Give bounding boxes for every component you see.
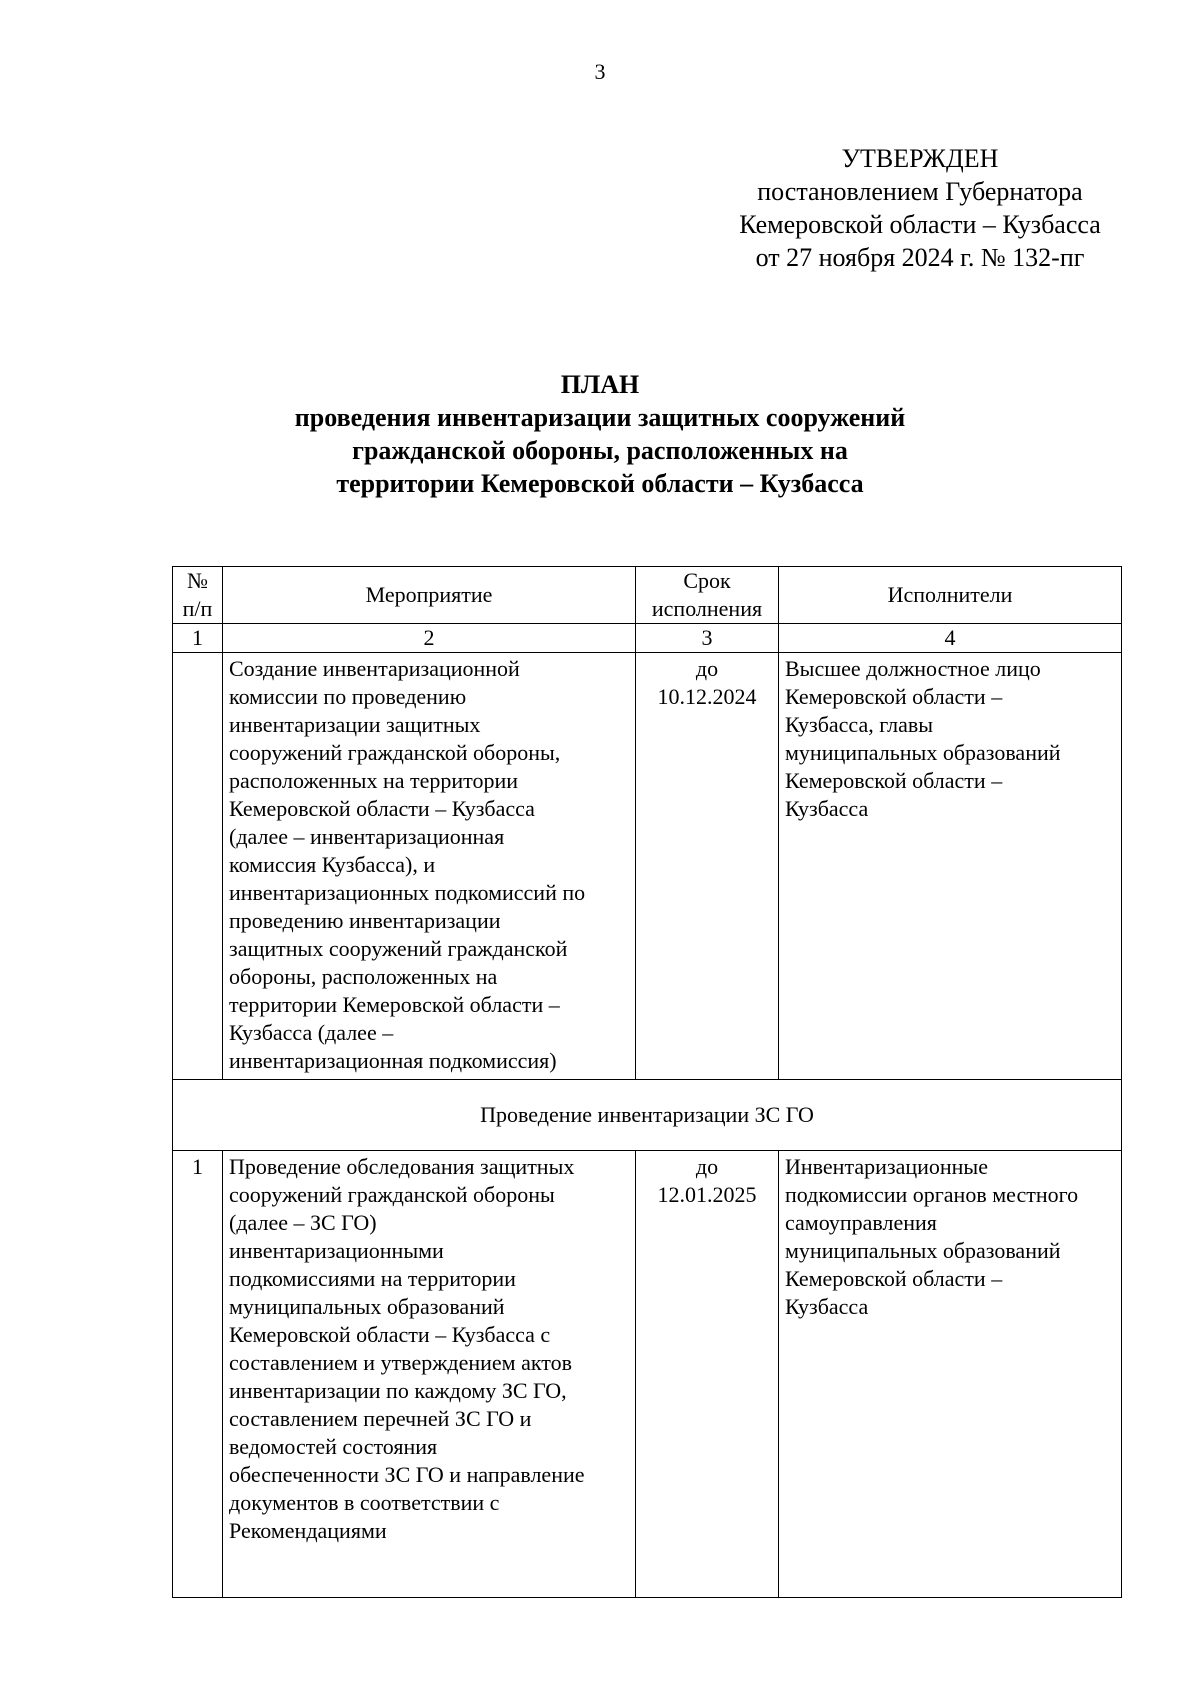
event-line: комиссия Кузбасса), и bbox=[229, 852, 436, 877]
event-line: Проведение обследования защитных bbox=[229, 1154, 575, 1179]
row-number bbox=[173, 653, 223, 1080]
event-line: обороны, расположенных на bbox=[229, 964, 498, 989]
document-title bbox=[0, 368, 1200, 500]
event-line: территории Кемеровской области – bbox=[229, 992, 560, 1017]
event-line: инвентаризационная подкомиссия) bbox=[229, 1048, 557, 1073]
row-event bbox=[223, 653, 636, 1080]
column-number: 1 bbox=[173, 624, 223, 653]
executor-line: подкомиссии органов местного bbox=[785, 1182, 1079, 1207]
page-number: 3 bbox=[594, 59, 606, 84]
executor-line: Кузбасса bbox=[785, 796, 869, 821]
header-deadline-line-1: Срок bbox=[683, 568, 731, 593]
event-line: составлением перечней ЗС ГО и bbox=[229, 1406, 532, 1431]
event-line: подкомиссиями на территории bbox=[229, 1266, 516, 1291]
event-line: обеспеченности ЗС ГО и направление bbox=[229, 1462, 585, 1487]
approval-stamp bbox=[690, 142, 1150, 274]
title-line-3: гражданской обороны, расположенных на bbox=[352, 436, 848, 465]
event-line: инвентаризации по каждому ЗС ГО, bbox=[229, 1378, 567, 1403]
event-line: Кузбасса (далее – bbox=[229, 1020, 394, 1045]
event-line: (далее – инвентаризационная bbox=[229, 824, 505, 849]
header-deadline-line-2: исполнения bbox=[651, 596, 763, 621]
event-line: Кемеровской области – Кузбасса с bbox=[229, 1322, 551, 1347]
event-line: муниципальных образований bbox=[229, 1294, 505, 1319]
event-line: составлением и утверждением актов bbox=[229, 1350, 572, 1375]
approval-line-1: УТВЕРЖДЕН bbox=[841, 144, 999, 173]
table-row bbox=[173, 653, 1122, 1080]
header-event: Мероприятие bbox=[223, 567, 636, 624]
title-line-1: ПЛАН bbox=[560, 370, 640, 399]
row-deadline bbox=[636, 1151, 779, 1598]
section-row bbox=[173, 1080, 1122, 1151]
event-line: Рекомендациями bbox=[229, 1518, 387, 1543]
header-deadline bbox=[636, 567, 779, 624]
executor-line: самоуправления bbox=[785, 1210, 937, 1235]
title-line-2: проведения инвентаризации защитных сооружений bbox=[294, 403, 906, 432]
event-line: комиссии по проведению bbox=[229, 684, 467, 709]
event-line: расположенных на территории bbox=[229, 768, 519, 793]
deadline-line: до bbox=[695, 656, 719, 681]
column-number: 2 bbox=[223, 624, 636, 653]
table-header-row bbox=[173, 567, 1122, 624]
deadline-line: 10.12.2024 bbox=[657, 684, 757, 709]
executor-line: Кузбасса bbox=[785, 1294, 869, 1319]
event-line: Создание инвентаризационной bbox=[229, 656, 520, 681]
event-line: проведению инвентаризации bbox=[229, 908, 501, 933]
executor-line: Высшее должностное лицо bbox=[785, 656, 1041, 681]
header-number-line-2: п/п bbox=[182, 596, 213, 621]
deadline-line: 12.01.2025 bbox=[657, 1182, 757, 1207]
header-executors: Исполнители bbox=[779, 567, 1122, 624]
executor-line: Инвентаризационные bbox=[785, 1154, 988, 1179]
executor-line: муниципальных образований bbox=[785, 740, 1061, 765]
executor-line: Кемеровской области – bbox=[785, 684, 1003, 709]
table-row bbox=[173, 1151, 1122, 1598]
row-executors bbox=[779, 1151, 1122, 1598]
column-number: 3 bbox=[636, 624, 779, 653]
executor-line: Кузбасса, главы bbox=[785, 712, 934, 737]
event-line: защитных сооружений гражданской bbox=[229, 936, 568, 961]
event-line: сооружений гражданской обороны, bbox=[229, 740, 561, 765]
approval-line-2: постановлением Губернатора bbox=[757, 177, 1083, 206]
title-line-4: территории Кемеровской области – Кузбасса bbox=[336, 469, 864, 498]
approval-line-4: от 27 ноября 2024 г. № 132-пг bbox=[755, 243, 1085, 272]
row-event bbox=[223, 1151, 636, 1598]
header-number bbox=[173, 567, 223, 624]
event-line: инвентаризационных подкомиссий по bbox=[229, 880, 586, 905]
event-line: инвентаризации защитных bbox=[229, 712, 481, 737]
event-line: (далее – ЗС ГО) bbox=[229, 1210, 377, 1235]
executor-line: муниципальных образований bbox=[785, 1238, 1061, 1263]
row-number: 1 bbox=[173, 1151, 223, 1598]
column-number-row bbox=[173, 624, 1122, 653]
row-deadline bbox=[636, 653, 779, 1080]
event-line: Кемеровской области – Кузбасса bbox=[229, 796, 535, 821]
plan-table bbox=[172, 566, 1122, 1598]
section-title: Проведение инвентаризации ЗС ГО bbox=[173, 1080, 1122, 1151]
event-line: инвентаризационными bbox=[229, 1238, 444, 1263]
event-line: ведомостей состояния bbox=[229, 1434, 438, 1459]
executor-line: Кемеровской области – bbox=[785, 1266, 1003, 1291]
executor-line: Кемеровской области – bbox=[785, 768, 1003, 793]
header-number-line-1: № bbox=[187, 568, 208, 593]
event-line: сооружений гражданской обороны bbox=[229, 1182, 555, 1207]
column-number: 4 bbox=[779, 624, 1122, 653]
event-line: документов в соответствии с bbox=[229, 1490, 500, 1515]
row-executors bbox=[779, 653, 1122, 1080]
deadline-line: до bbox=[695, 1154, 719, 1179]
approval-line-3: Кемеровской области – Кузбасса bbox=[739, 210, 1101, 239]
